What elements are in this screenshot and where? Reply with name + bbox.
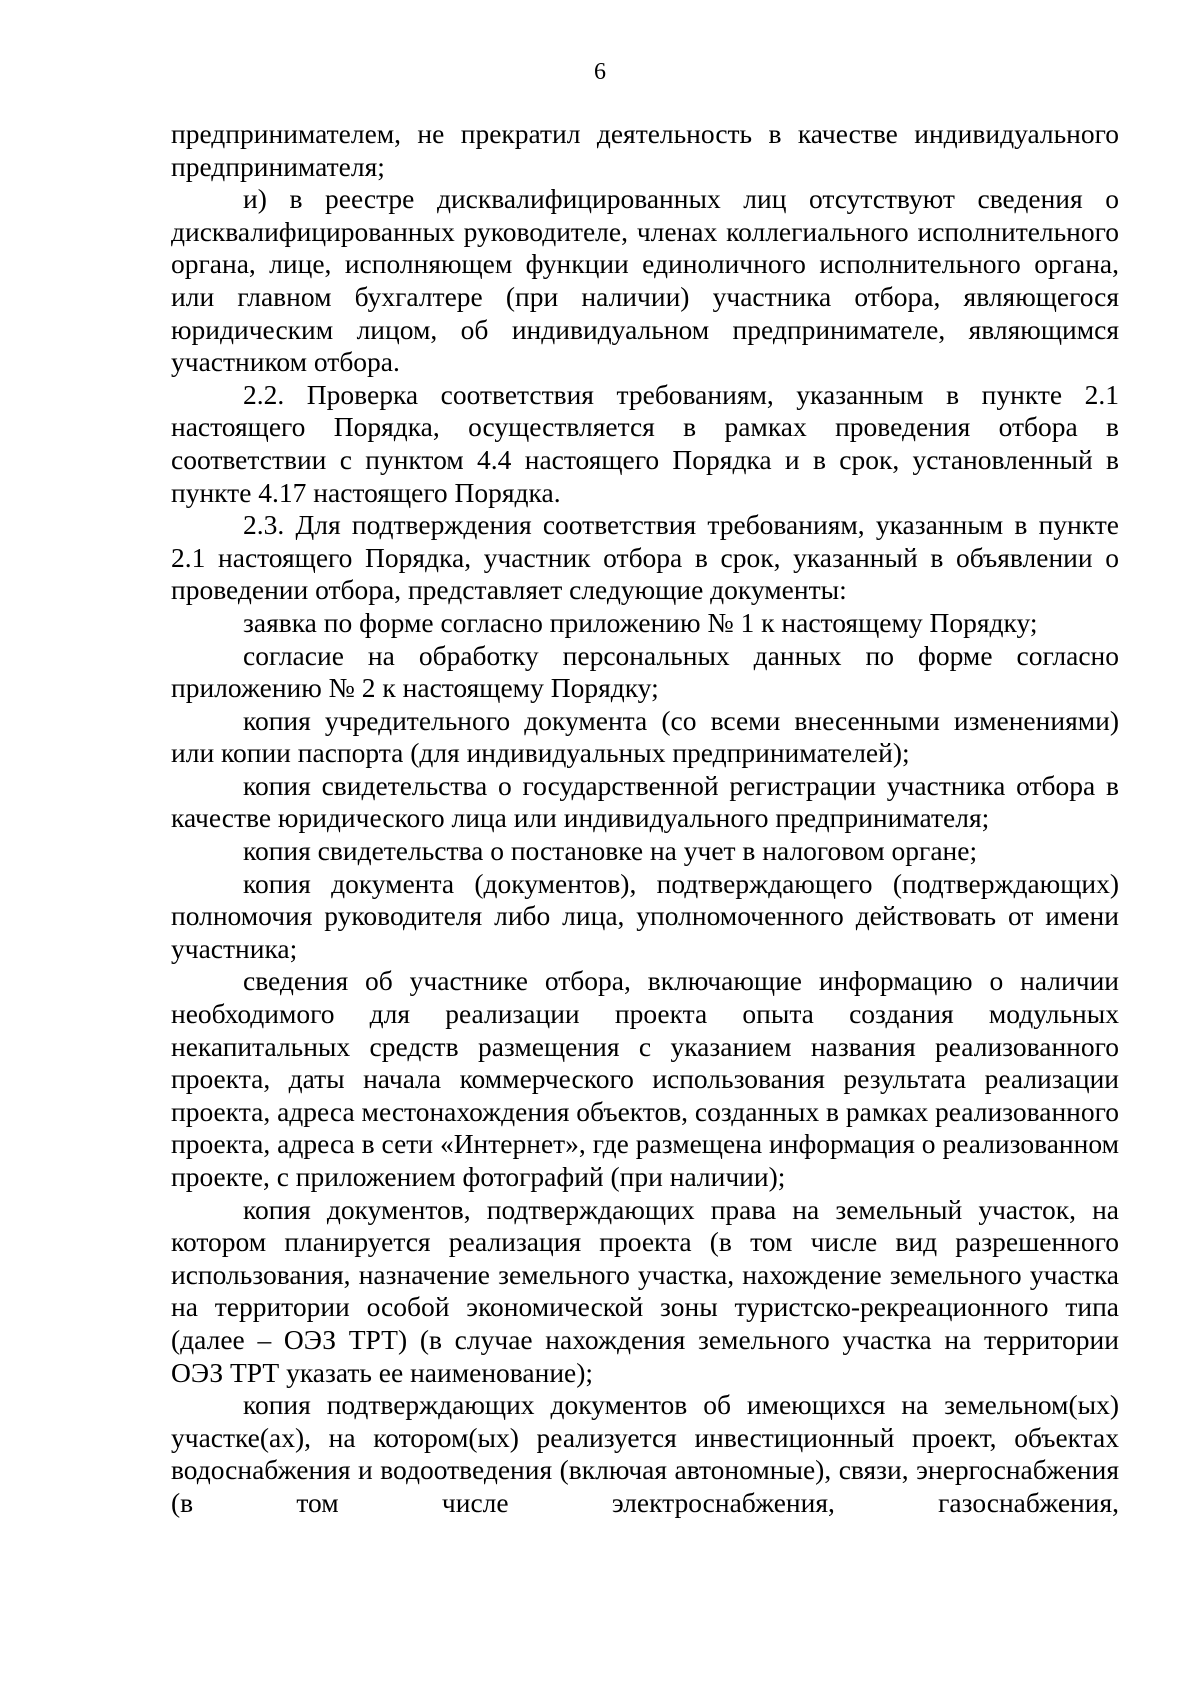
paragraph: сведения об участнике отбора, включающие информацию о наличии необходимого для реализации проекта опыта создания модульных некапитальных средств размещения с указанием названия реализованного проекта, даты начала коммерческого использования результата реализации проекта, адреса местонахождения объектов, созданных в рамках реализованного проекта, адреса в сети «Интернет», где размещена информация о реализованном проекте, с приложением фотографий (при наличии); bbox=[171, 965, 1119, 1192]
document-body bbox=[171, 118, 1119, 1520]
paragraph: копия подтверждающих документов об имеющихся на земельном(ых) участке(ах), на котором(ых) реализуется инвестиционный проект, объектах водоснабжения и водоотведения (включая автономные), связи, энергоснабжения (в том числе электроснабжения, газоснабжения, bbox=[171, 1389, 1119, 1518]
paragraph: заявка по форме согласно приложению № 1 к настоящему Порядку; bbox=[243, 606, 1038, 638]
paragraph: копия свидетельства о государственной регистрации участника отбора в качестве юридического лица или индивидуального предпринимателя; bbox=[171, 769, 1119, 834]
paragraph: копия учредительного документа (со всеми внесенными изменениями) или копии паспорта (для индивидуальных предпринимателей); bbox=[171, 704, 1119, 769]
paragraph: согласие на обработку персональных данных по форме согласно приложению № 2 к настоящему Порядку; bbox=[171, 639, 1119, 704]
paragraph: копия документов, подтверждающих права на земельный участок, на котором планируется реализация проекта (в том числе вид разрешенного использования, назначение земельного участка, нахождение земельного участка на территории особой экономической зоны туристско-рекреационного типа (далее – ОЭЗ ТРТ) (в случае нахождения земельного участка на территории ОЭЗ ТРТ указать ее наименование); bbox=[171, 1193, 1119, 1388]
paragraph: копия свидетельства о постановке на учет в налоговом органе; bbox=[243, 835, 978, 867]
paragraph: 2.3. Для подтверждения соответствия требованиям, указанным в пункте 2.1 настоящего Порядка, участник отбора в срок, указанный в объявлении о проведении отбора, представляет следующие документы: bbox=[171, 509, 1119, 606]
paragraph: предпринимателем, не прекратил деятельность в качестве индивидуального предпринимателя; bbox=[171, 118, 1119, 182]
paragraph: копия документа (документов), подтверждающего (подтверждающих) полномочия руководителя либо лица, уполномоченного действовать от имени участника; bbox=[171, 867, 1119, 964]
paragraph: 2.2. Проверка соответствия требованиям, указанным в пункте 2.1 настоящего Порядка, осуществляется в рамках проведения отбора в соответствии с пунктом 4.4 настоящего Порядка и в срок, установленный в пункте 4.17 настоящего Порядка. bbox=[171, 378, 1119, 508]
paragraph: и) в реестре дисквалифицированных лиц отсутствуют сведения о дисквалифицированных руководителе, членах коллегиального исполнительного органа, лице, исполняющем функции единоличного исполнительного органа, или главном бухгалтере (при наличии) участника отбора, являющегося юридическим лицом, об индивидуальном предпринимателе, являющимся участником отбора. bbox=[171, 183, 1119, 378]
page-number: 6 bbox=[594, 59, 606, 85]
